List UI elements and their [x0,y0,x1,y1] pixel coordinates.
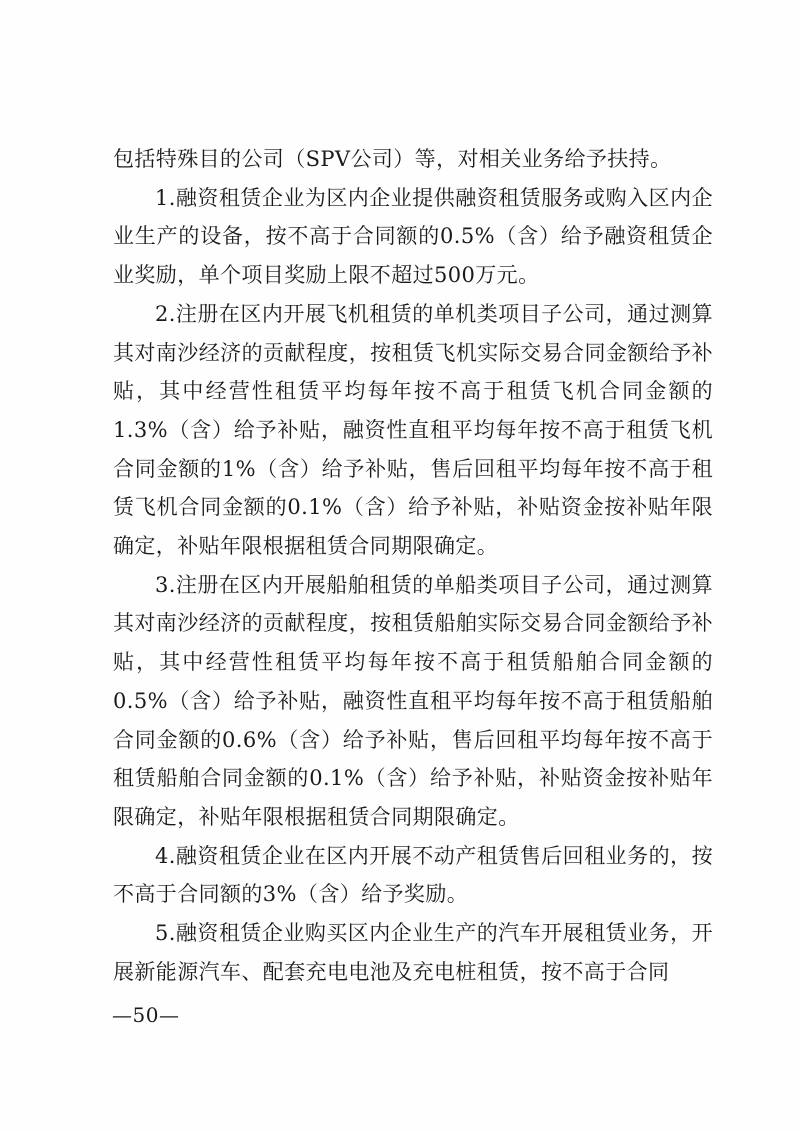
paragraph-item-3: 3.注册在区内开展船舶租赁的单船类项目子公司，通过测算其对南沙经济的贡献程度，按租赁船舶实际交易合同金额给予补贴，其中经营性租赁平均每年按不高于租赁船舶合同金额的0.5%（含）给予补贴，融资性直租平均每年按不高于租赁船舶合同金额的0.6%（含）给予补贴，售后回租平均每年按不高于租赁船舶合同金额的0.1%（含）给予补贴，补贴资金按补贴年限确定，补贴年限根据租赁合同期限确定。 [113,572,713,829]
paragraph-item-4: 4.融资租赁企业在区内开展不动产租赁售后回租业务的，按不高于合同额的3%（含）给予奖励。 [113,843,713,907]
page-number: —50— [112,1003,180,1027]
paragraph-item-5: 5.融资租赁企业购买区内企业生产的汽车开展租赁业务，开展新能源汽车、配套充电电池及充电桩租赁，按不高于合同 [113,921,713,984]
paragraph-item-2: 2.注册在区内开展飞机租赁的单机类项目子公司，通过测算其对南沙经济的贡献程度，按租赁飞机实际交易合同金额给予补贴，其中经营性租赁平均每年按不高于租赁飞机合同金额的1.3%（含）给予补贴，融资性直租平均每年按不高于租赁飞机合同金额的1%（含）给予补贴，售后回租平均每年按不高于租赁飞机合同金额的0.1%（含）给予补贴，补贴资金按补贴年限确定，补贴年限根据租赁合同期限确定。 [113,301,713,559]
paragraph-continuation: 包括特殊目的公司（SPV公司）等，对相关业务给予扶持。 [113,147,672,171]
paragraph-item-1: 1.融资租赁企业为区内企业提供融资租赁服务或购入区内企业生产的设备，按不高于合同额的0.5%（含）给予融资租赁企业奖励，单个项目奖励上限不超过500万元。 [113,185,713,288]
document-body [113,140,713,991]
